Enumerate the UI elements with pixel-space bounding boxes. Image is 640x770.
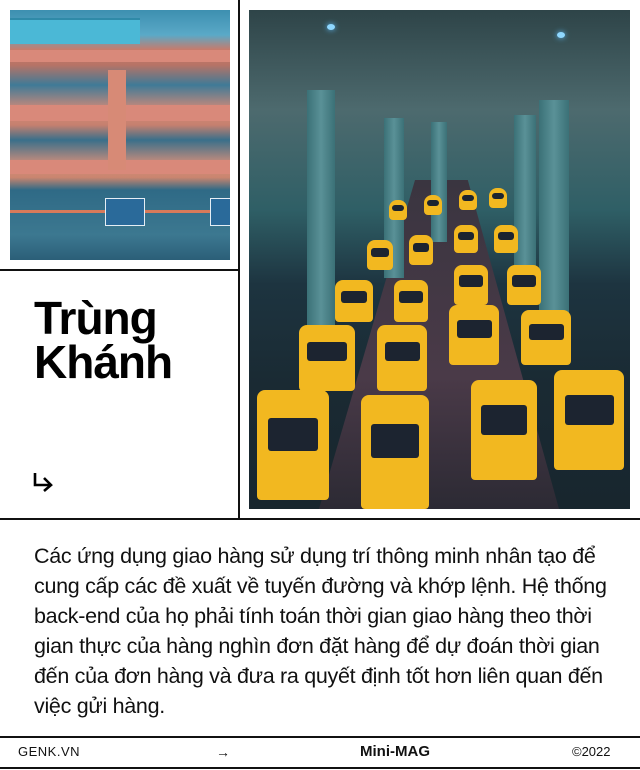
taxi xyxy=(459,190,477,210)
taxi xyxy=(257,390,329,500)
section-divider xyxy=(0,518,640,520)
taxi xyxy=(424,195,442,215)
taxi xyxy=(454,225,478,253)
cell-divider xyxy=(0,269,239,271)
terminal-pillar xyxy=(431,122,447,242)
footer-copyright: ©2022 xyxy=(572,744,611,759)
article-paragraph: Các ứng dụng giao hàng sử dụng trí thông minh nhân tạo để cung cấp các đề xuất về tuyến đường và khớp lệnh. Hệ thống back-end của họ phải tính toán thời gian giao hàng theo thời gian thực của hàng nghìn đơn đặt hàng để dự đoán thời gian đến của đơn hàng và đưa ra quyết định tốt hơn liên quan đến việc gửi hàng. xyxy=(34,544,607,718)
page-title xyxy=(34,292,173,388)
title-line-1: Trùng xyxy=(34,292,157,344)
photo-highway-interchange xyxy=(10,10,230,260)
overpass-deck xyxy=(10,50,230,62)
column-divider xyxy=(238,0,240,520)
ceiling-light xyxy=(557,32,565,38)
taxi xyxy=(389,200,407,220)
taxi xyxy=(449,305,499,365)
taxi xyxy=(394,280,428,322)
overpass-pillar xyxy=(108,70,126,170)
taxi xyxy=(361,395,429,509)
taxi xyxy=(507,265,541,305)
taxi xyxy=(454,265,488,305)
taxi xyxy=(554,370,624,470)
taxi xyxy=(335,280,373,322)
footer-section-name: Mini-MAG xyxy=(360,743,430,760)
title-line-2: Khánh xyxy=(34,336,173,388)
taxi xyxy=(471,380,537,480)
taxi xyxy=(367,240,393,270)
ceiling-light xyxy=(327,24,335,30)
return-arrow-icon xyxy=(33,470,55,492)
terminal-pillar xyxy=(307,90,335,330)
taxi xyxy=(409,235,433,265)
taxi xyxy=(521,310,571,365)
terminal-pillar xyxy=(539,100,569,330)
taxi xyxy=(299,325,355,391)
photo-taxi-queue xyxy=(249,10,630,509)
footer-brand: GENK.VN xyxy=(18,744,81,759)
road-sign xyxy=(210,198,230,226)
footer-bottom-rule xyxy=(0,767,640,769)
taxi xyxy=(494,225,518,253)
monorail-train xyxy=(10,18,140,44)
arrow-right-icon: → xyxy=(216,744,230,760)
road-sign xyxy=(105,198,145,226)
taxi xyxy=(377,325,427,391)
taxi xyxy=(489,188,507,208)
footer-top-rule xyxy=(0,736,640,738)
